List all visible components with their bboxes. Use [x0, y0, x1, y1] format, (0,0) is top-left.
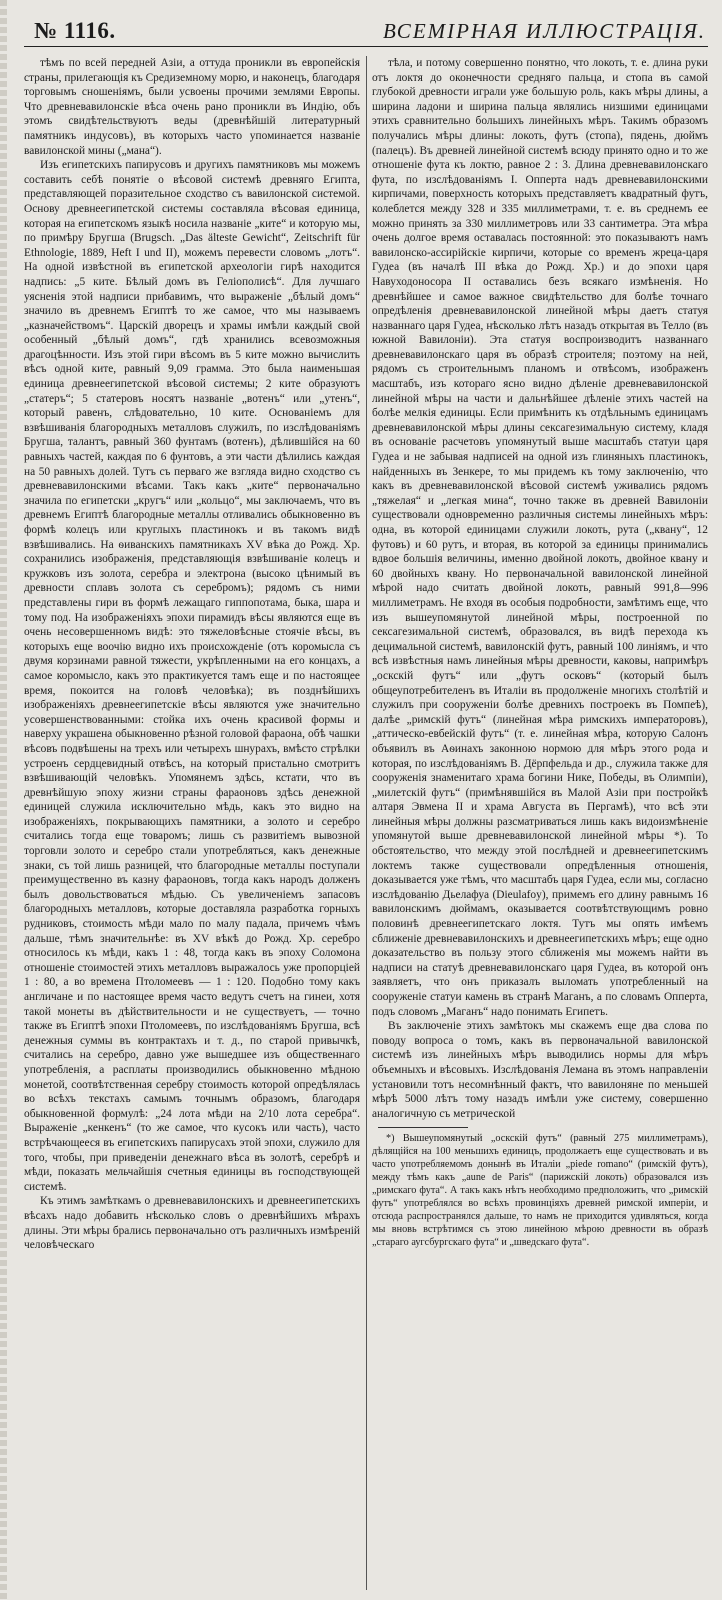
masthead-title: ВСЕМІРНАЯ ИЛЛЮСТРАЦІЯ.: [382, 19, 706, 43]
issue-number: № 1116.: [34, 18, 116, 43]
footnote-text: *) Вышеупомянутый „оскскій футъ“ (равный 275 миллиметрамъ), дѣлящійся на 100 меньшихъ единицъ, продолжаетъ еще существовать и въ часто употребляемомъ донынѣ въ Италіи „piede romano“ (римскій футъ), между тѣмъ какъ „aune de Paris“ (парижскій локоть) образовался изъ „римскаго фута“. А такъ какъ нѣтъ необходимо предположить, что „римскій футъ“ употреблялся во всѣхъ провинціяхъ древней римской имперіи, и отсюда распространялся дальше, то намъ не приходится удивляться, когда мы вновь встрѣтимся съ этою линейною мѣрою древности въ образѣ „стараго аугсбургскаго фута“ и „шведскаго фута“.: [372, 1133, 708, 1249]
footnote: [372, 1132, 708, 1249]
text-columns: [24, 56, 708, 1590]
left-column: [24, 56, 360, 1590]
paragraph: Къ этимъ замѣткамъ о древневавилонскихъ и древнеегипетскихъ вѣсахъ надо добавить нѣсколько словъ о древнѣйшихъ мѣрахъ длины. Эти мѣры брались первоначально отъ различныхъ измѣреній человѣческаго: [24, 1195, 360, 1252]
column-divider: [366, 56, 367, 1590]
scan-edge: [0, 0, 7, 1600]
page-header: [24, 18, 708, 47]
footnote-separator: [378, 1127, 468, 1128]
paragraph: тѣмъ по всей передней Азіи, а оттуда проникли въ европейскія страны, прилегающія къ Средиземному морю, и наконецъ, благодаря торговымъ сношеніямъ, были усвоены прочими землями Европы. Что древневавилонскіе вѣса очень рано проникли въ Индію, объ этомъ свидѣтельствуютъ веды (древнѣйшій литературный памятникъ индусовъ), въ которыхъ часто упоминается названіе вавилонской мины („мана“).: [24, 57, 360, 157]
paragraph: Изъ египетскихъ папирусовъ и другихъ памятниковъ мы можемъ составить себѣ понятіе о вѣсовой системѣ древняго Египта, представляющей поразительное сходство съ вавилонской системой. Основу древнеегипетской системы составляла вѣсовая единица, которая на египетскомъ языкѣ носила названіе „ките“ и которую мы, по примѣру Бругша (Brugsch. „Das älteste Gewicht“, Zeitschrift für Ethnologie, 1889, Heft I und II), можемъ перевести словомъ „лотъ“. На одной извѣстной въ египетской археологіи гирѣ находится надпись: „5 ките. Бѣлый домъ въ Геліополисѣ“. Для лучшаго уясненія этой надписи прибавимъ, что выраженіе „бѣлый домъ“ значило въ древнемъ Египтѣ то же самое, что мы называемъ „казначействомъ“. Царскій дворецъ и храмы имѣли каждый свой особенный „бѣлый домъ“, гдѣ хранились всевозможныя драгоцѣнности. Изъ этой гири вѣсомъ въ 5 ките можно вычислить вѣсъ одной ките, равный 9,09 грамма. Это была наименьшая единица древнеегипетской вѣсовой системы; 2 ките образуютъ „статеръ“; 5 статеровъ носятъ названіе „вотенъ“ или „утенъ“, который равенъ, слѣдовательно, 10 ките. Основаніемъ для взвѣшиванія благородныхъ металловъ служилъ, по изслѣдованіямъ Бругша, талантъ, равный 360 фунтамъ (вотенъ), дѣлившійся на 60 равныхъ частей, каждая по 6 фунтовъ, а эти части дѣлились каждая на 50 равныхъ долей. Тутъ съ перваго же взгляда видно сходство съ древневавилонскими вѣсами. Такъ какъ „ките“ первоначально значила по египетски „кругъ“ или „кольцо“, мы заключаемъ, что въ древнемъ Египтѣ благородные металлы отливались обыкновенно въ формѣ колецъ или круглыхъ пластинокъ и въ такомъ видѣ взвѣшивались. На ѳиванскихъ памятникахъ XV вѣка до Рожд. Хр. сохранились изображенія, представляющія взвѣшиваніе колецъ и кружковъ изъ золота, серебра и электрона (высоко цѣнимый въ древности сплавъ золота съ серебромъ); рядомъ съ ними представлены гири въ формѣ лежащаго гиппопотама, быка, шара и тому под. На изображеніяхъ эпохи пирамидъ вѣсы являются еще въ очень несовершенномъ видѣ: это тяжеловѣсные стоячіе вѣсы, въ которыхъ еще воочію видно ихъ происхожденіе (отъ коромысла съ двумя корзинами равной тяжести, укрѣпленными на его концахъ, а самое коромысло, какъ это практикуется тамъ еще и по настоящее время, покоится на головѣ человѣка); въ позднѣйшихъ изображеніяхъ древнеегипетскіе вѣсы являются уже значительно усовершенствованными: стойка ихъ очень красивой формы и наверху украшена обыкновенно рѣзной головой фараона, обѣ чашки вѣсовъ подвѣшены на трехъ или четырехъ шнурахъ, вмѣсто стрѣлки устроенъ сердцевидный отвѣсъ, на который пристально смотритъ взвѣшивающій человѣкъ. Упомянемъ здѣсь, кстати, что въ древнѣйшую эпоху жизни страны фараоновъ здѣсь денежной единицей служила исключительно мѣдь, какъ это видно на изображеніяхъ, покрывающихъ памятники, а золото и серебро считались тогда еще товаромъ; лишь съ развитіемъ вывозной торговли золото и серебро стали употребляться, какъ денежные знаки, съ той лишь разницей, что благородные металлы поступали преимущественно въ казну фараоновъ, тогда какъ народъ долженъ былъ довольствоваться мѣдью. Съ увеличеніемъ запасовъ благородныхъ металловъ, которые доставляла разработка горныхъ рудниковъ, стоимость мѣди мало по малу падала, причемъ чѣмъ дальше, тѣмъ значительнѣе: въ XV вѣкѣ до Рожд. Хр. серебро относилось къ мѣди, какъ 1 : 48, тогда какъ въ эпоху Соломона отношеніе стоимостей этихъ металловъ выражалось уже пропорціей 1 : 80, а во времена Птоломеевъ — 1 : 120. Подобно тому какъ англичане и по настоящее время часто ведутъ счетъ на гинеи, хотя такой монеты въ дѣйствительности и не существуетъ, — точно также въ Египтѣ эпохи Птоломеевъ, по изслѣдованіямъ Бругша, всѣ денежныя суммы въ контрактахъ и т. д., по старой привычкѣ, считались на серебро, давно уже вышедшее изъ общественнаго употребленія, а расплаты производились обыкновенно мѣдною монетой, соотвѣтственная серебру стоимость которой опредѣлялась во всѣхъ текстахъ самымъ точнымъ образомъ, благодаря обыкновенной формулѣ: „24 лота мѣди на 2/10 лота серебра“. Выраженіе „кенкенъ“ (то же самое, что кусокъ или часть), часто встрѣчающееся въ египетскихъ папирусахъ этой эпохи, служило для того, чтобы, при приведеніи денежнаго вѣса въ золотѣ, серебрѣ и мѣди, показать мельчайшія счетныя единицы въ господствующей системѣ.: [24, 159, 360, 1193]
right-column: [372, 56, 708, 1590]
paragraph: Въ заключеніе этихъ замѣтокъ мы скажемъ еще два слова по поводу вопроса о томъ, какъ въ первоначальной вавилонской системѣ изъ линейныхъ мѣръ выводились нормы для мѣръ объемныхъ и вѣсовыхъ. Изслѣдованія Лемана въ этомъ направленіи установили тотъ несомнѣнный фактъ, что вавилоняне по меньшей мѣрѣ 5000 лѣтъ тому назадъ имѣли уже систему, совершенно аналогичную съ метрической: [372, 1020, 708, 1120]
paragraph: тѣла, и потому совершенно понятно, что локоть, т. е. длина руки отъ локтя до оконечности средняго пальца, и стопа въ самой глубокой древности играли уже большую роль, какъ мѣры длины, а ширина ладони и ширина пальца являлись низшими единицами этихъ сравнительно большихъ линейныхъ мѣръ. Такимъ образомъ получались мѣры длины: локоть, футъ (стопа), пядень, дюймъ (палецъ). Въ древней линейной системѣ всюду принято одно и то же отношеніе фута къ локтю, равное 2 : 3. Длина древневавилонскаго фута, по изслѣдованіямъ І. Опперта надъ древневавилонскими кирпичами, поверхность которыхъ представляетъ квадратный футъ, колеблется между 328 и 335 миллиметрами, т. е. въ среднемъ ее можно принять за 330 миллиметровъ или 33 сантиметра. Эта мѣра очень долгое время оставалась постоянной: это показываютъ намъ вавилонско-ассирійскіе кирпичи, которые со временъ жреца-царя Гудеа (въ началѣ III вѣка до Рожд. Хр.) и до эпохи царя Навуходоносора II оставались безъ всякаго измѣненія. Но древнѣйшее и самое важное свидѣтельство для болѣе точнаго опредѣленія древневавилонской линейной мѣры даетъ статуя названнаго царя Гудеа, нѣсколько лѣтъ назадъ открытая въ Телло (въ южной Вавилоніи). Эта статуя воспроизводитъ названнаго древневавилонскаго царя въ образѣ строителя; поэтому на ней, рядомъ съ строительнымъ планомъ и отвѣсомъ, изображенъ масштабъ, изъ котораго ясно видно дѣленіе древневавилонской линейной мѣры на части и дальнѣйшее дѣленіе этихъ частей на болѣе мелкія единицы. Если примѣнить къ отдѣльнымъ единицамъ древневавилонской мѣры длины сексагезимальную систему, кладя въ основаніе расчетовъ упомянутый выше масштабъ статуи царя Гудеа и не забывая надписей на одной изъ глиняныхъ пластинокъ, найденныхъ въ Зенкере, то мы придемъ къ тому заключенію, что какъ въ древневавилонской вѣсовой системѣ уживались рядомъ „тяжелая“ и „легкая мина“, точно также въ древней Вавилоніи существовали одновременно различныя системы линейныхъ мѣръ: одна, въ которой единицами служили локоть, рута („квану“, 12 футовъ) и 60 рутъ, и вторая, въ которой за единицы принимались вдвое большія величины, именно двойной локоть, двойное квану и 60 двойныхъ квану. Но первоначальной вавилонской линейной мѣрой надо считать двойной локоть, равный 991,8—996 миллиметрамъ. Не входя въ особыя подробности, замѣтимъ еще, что изъ вышеупомянутой линейной мѣры, построенной по сексагезимальной системѣ, образовался, въ видѣ перехода къ децимальной системѣ, вавилонскій футъ, равный 100 линіямъ, и что всѣ извѣстныя намъ линейныя мѣры древности, каковы, напримѣръ „оскскій футъ“ или „футъ осковъ“ (который былъ общеупотребителенъ въ Италіи въ продолженіе многихъ столѣтій и служилъ при сооруженіи болѣе древнихъ построекъ въ Помпеѣ), далѣе „римскій футъ“ (линейная мѣра римскихъ императоровъ), „аттическо-евбейскій футъ“ (т. е. линейная мѣра, которую Салонъ объявилъ въ Аѳинахъ законною нормою для мѣръ этого рода и которая, по изслѣдованіямъ В. Дёрпфельда и др., служила также для сооруженія знаменитаго храма богини Нике, Победы, въ Олимпіи), „милетскій футъ“ (примѣнявшійся въ Малой Азіи при постройкѣ алтаря Эвмена II и храма Августа въ Пергамѣ), что всѣ эти линейныя мѣры должны разсматриваться лишь какъ видоизмѣненіе упомянутой выше древневавилонской линейной мѣры *). То обстоятельство, что между этой послѣдней и древнеегипетскимъ локтемъ также существовали опредѣленныя отношенія, доказывается уже тѣмъ, что масштабъ царя Гудеа, если мы, согласно изслѣдованію Дьелафуа (Dieulafoy), примемъ его длину равнымъ 16 вавилонскимъ дюймамъ, оказывается соотвѣтствующимъ ровно половинѣ древнеегипетскаго локтя. Тутъ мы опять имѣемъ сближеніе древневавилонскихъ и древнеегипетскихъ мѣръ; еще одно доказательство въ пользу этого сближенія мы можемъ найти въ надписи на статуѣ древневавилонскаго царя Гудеа, въ которой онъ заявляетъ, что онъ приказалъ выломать употребленный на сооруженіе статуи камень въ странѣ Маганъ, а по словамъ Опперта, подъ словомъ „Маганъ“ надо понимать Египетъ.: [372, 57, 708, 1018]
